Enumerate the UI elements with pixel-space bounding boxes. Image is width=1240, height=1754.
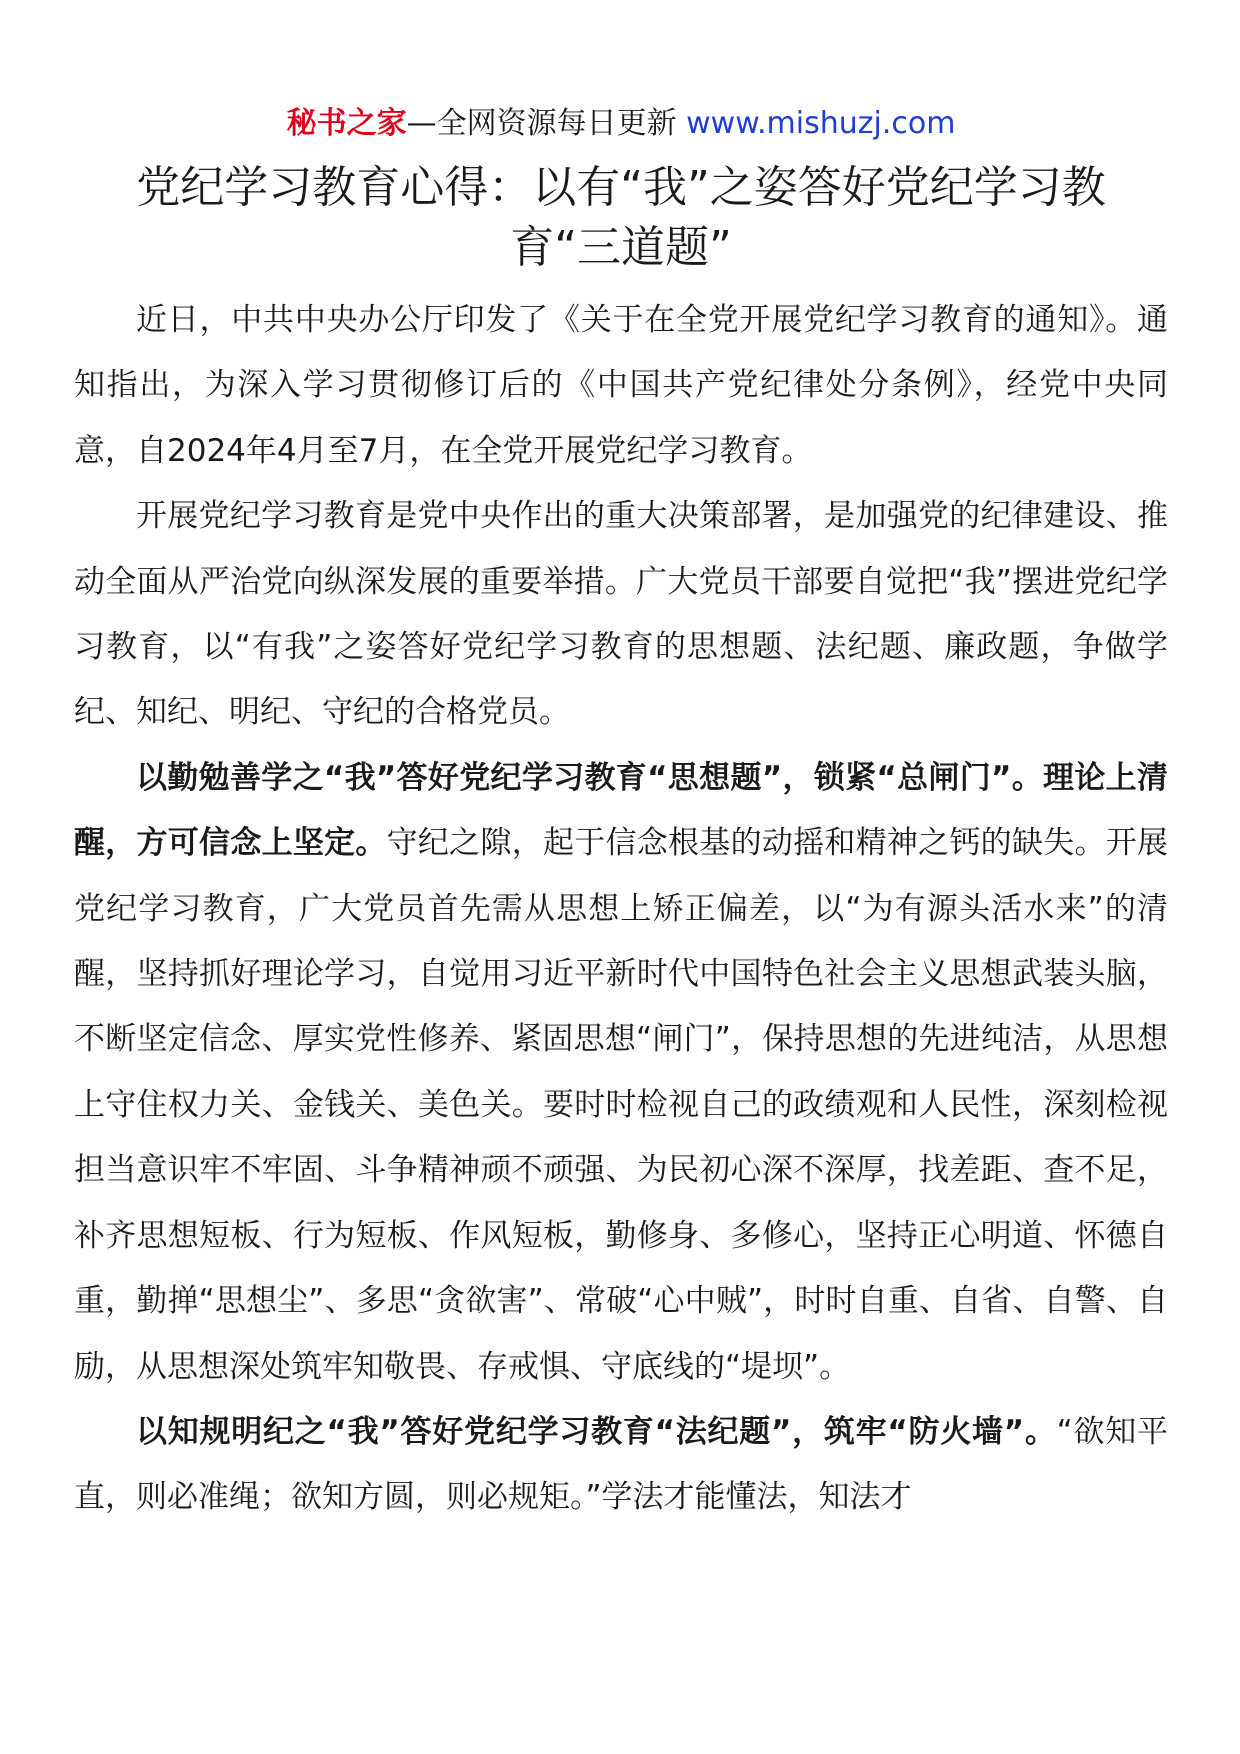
paragraph-text: 近日，中共中央办公厅印发了《关于在全党开展党纪学习教育的通知》。通知指出，为深入学习贯彻修订后的《中国共产党纪律处分条例》，经党中央同意，自2024年4月至7月，在全党开展党纪学习教育。	[74, 302, 1168, 469]
site-header	[74, 98, 1168, 150]
site-tagline: —全网资源每日更新	[406, 106, 687, 141]
paragraph-2	[74, 484, 1168, 746]
site-url[interactable]: www.mishuzj.com	[686, 106, 956, 141]
paragraph-lead: 以知规明纪之“我”答好党纪学习教育“法纪题”，筑牢“防火墙”。	[136, 1413, 1057, 1450]
paragraph-1	[74, 288, 1168, 484]
paragraph-text: 开展党纪学习教育是党中央作出的重大决策部署，是加强党的纪律建设、推动全面从严治党向纵深发展的重要举措。广大党员干部要自觉把“我”摆进党纪学习教育，以“有我”之姿答好党纪学习教育的思想题、法纪题、廉政题，争做学纪、知纪、明纪、守纪的合格党员。	[74, 498, 1168, 731]
paragraph-text: 守纪之隙，起于信念根基的动摇和精神之钙的缺失。开展党纪学习教育，广大党员首先需从思想上矫正偏差，以“为有源头活水来”的清醒，坚持抓好理论学习，自觉用习近平新时代中国特色社会主义思想武装头脑，不断坚定信念、厚实党性修养、紧固思想“闸门”，保持思想的先进纯洁，从思想上守住权力关、金钱关、美色关。要时时检视自己的政绩观和人民性，深刻检视担当意识牢不牢固、斗争精神顽不顽强、为民初心深不深厚，找差距、查不足，补齐思想短板、行为短板、作风短板，勤修身、多修心，坚持正心明道、怀德自重，勤掸“思想尘”、多思“贪欲害”、常破“心中贼”，时时自重、自省、自警、自励，从思想深处筑牢知敬畏、存戒惧、守底线的“堤坝”。	[74, 825, 1169, 1385]
paragraph-4	[74, 1400, 1168, 1531]
site-name: 秘书之家	[286, 106, 407, 141]
document-body	[74, 288, 1168, 1531]
paragraph-lead: 以勤勉善学之“我”答好党纪学习教育“思想题”，锁紧“总闸门”。理论上清醒，方可信念上坚定。	[74, 759, 1168, 862]
title-line-2: 育“三道题”	[510, 222, 732, 273]
title-line-1: 党纪学习教育心得：以有“我”之姿答好党纪学习教	[136, 162, 1106, 213]
paragraph-text: “欲知平直，则必准绳；欲知方圆，则必规矩。”学法才能懂法，知法才	[74, 1413, 1168, 1516]
paragraph-3	[74, 746, 1168, 1400]
document-title	[74, 158, 1168, 278]
